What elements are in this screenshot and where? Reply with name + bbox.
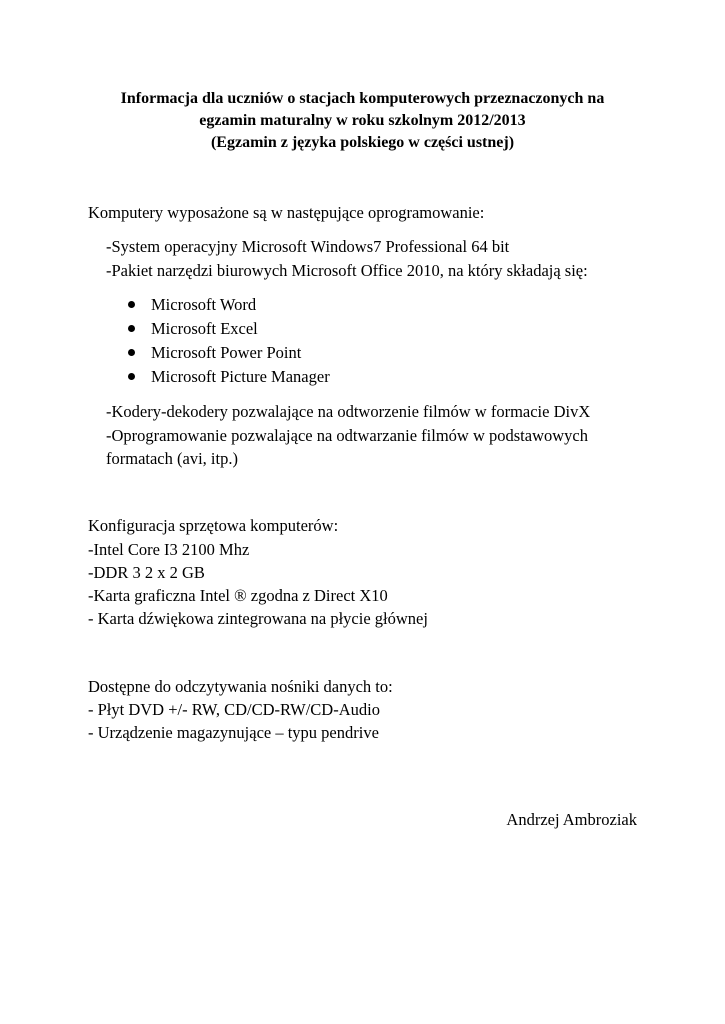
media-discs: - Płyt DVD +/- RW, CD/CD-RW/CD-Audio <box>88 700 380 719</box>
software-codecs: -Kodery-dekodery pozwalające na odtworzenie filmów w formacie DivX <box>106 402 591 421</box>
office-item-label: Microsoft Power Point <box>151 343 302 362</box>
hardware-audio: - Karta dźwiękowa zintegrowana na płycie głównej <box>88 609 428 628</box>
hardware-cpu: -Intel Core I3 2100 Mhz <box>88 540 250 559</box>
software-video-line-2: formatach (avi, itp.) <box>106 449 238 468</box>
software-os: -System operacyjny Microsoft Windows7 Professional 64 bit <box>106 237 510 256</box>
bullet-icon <box>128 349 135 356</box>
hardware-heading: Konfiguracja sprzętowa komputerów: <box>88 516 339 535</box>
title-line-1: Informacja dla uczniów o stacjach komputerowych przeznaczonych na <box>120 90 605 107</box>
hardware-ram: -DDR 3 2 x 2 GB <box>88 563 205 582</box>
media-heading: Dostępne do odczytywania nośniki danych to: <box>88 677 393 696</box>
office-item-label: Microsoft Word <box>151 295 257 314</box>
software-video-line-1: -Oprogramowanie pozwalające na odtwarzanie filmów w podstawowych <box>106 426 588 445</box>
bullet-icon <box>128 325 135 332</box>
title-line-3: (Egzamin z języka polskiego w części ustnej) <box>210 134 515 151</box>
office-item-label: Microsoft Excel <box>151 319 258 338</box>
author-signature: Andrzej Ambroziak <box>506 810 637 829</box>
software-heading: Komputery wyposażone są w następujące oprogramowanie: <box>88 203 485 222</box>
bullet-icon <box>128 301 135 308</box>
office-item-excel <box>128 317 258 340</box>
bullet-icon <box>128 373 135 380</box>
title-line-2: egzamin maturalny w roku szkolnym 2012/2013 <box>199 112 526 129</box>
software-office: -Pakiet narzędzi biurowych Microsoft Office 2010, na który składają się: <box>106 261 588 280</box>
hardware-gpu: -Karta graficzna Intel ® zgodna z Direct X10 <box>88 586 388 605</box>
media-usb: - Urządzenie magazynujące – typu pendrive <box>88 723 379 742</box>
office-item-label: Microsoft Picture Manager <box>151 367 330 386</box>
document-title <box>60 88 665 154</box>
office-item-word <box>128 293 256 316</box>
office-item-picture-manager <box>128 365 330 388</box>
office-item-powerpoint <box>128 341 301 364</box>
